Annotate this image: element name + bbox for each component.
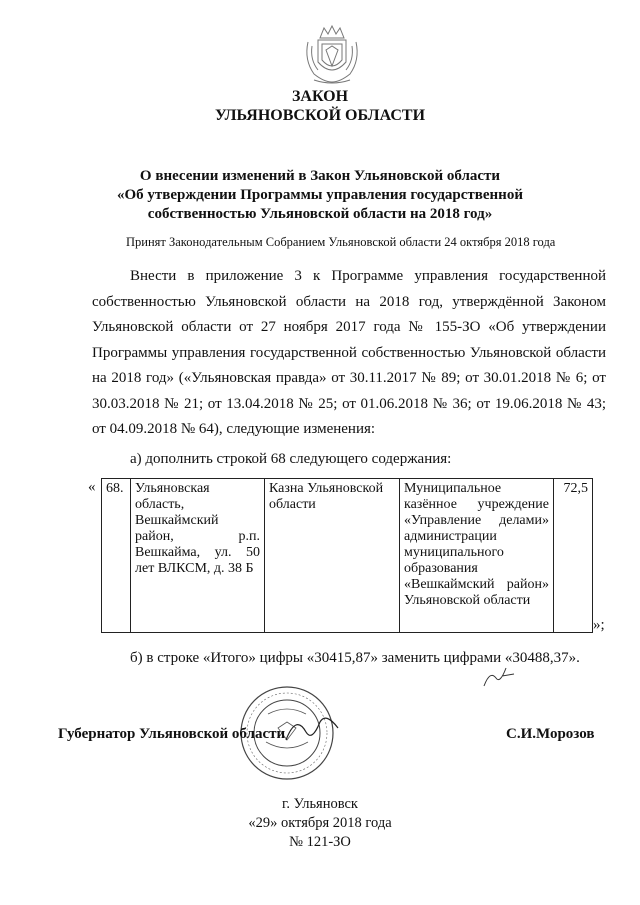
adoption-note: Принят Законодательным Собранием Ульяновской области 24 октября 2018 года — [126, 235, 556, 249]
subject-line-2: «Об утверждении Программы управления государственной — [117, 187, 523, 203]
cell-number: 68. — [102, 479, 131, 633]
city: г. Ульяновск — [282, 796, 358, 812]
coat-of-arms-icon — [300, 20, 364, 86]
main-paragraph — [92, 264, 606, 443]
item-b: б) в строке «Итого» цифры «30415,87» заменить цифрами «30488,37». — [130, 650, 580, 666]
subject-line-1: О внесении изменений в Закон Ульяновской области — [139, 168, 501, 184]
close-quote: »; — [593, 617, 605, 633]
signature-icon — [282, 710, 342, 746]
law-label: ЗАКОН — [291, 88, 349, 105]
subject-line-3: собственностью Ульяновской области на 2018 год» — [147, 206, 493, 222]
law-number: № 121-ЗО — [289, 834, 351, 850]
item-a: а) дополнить строкой 68 следующего содержания: — [130, 451, 452, 467]
cell-location: Ульяновская область, Вешкаймский район, р.п. Вешкайма, ул. 50 лет ВЛКСМ, д. 38 Б — [131, 479, 265, 633]
governor-title: Губернатор Ульяновской области — [58, 726, 286, 742]
cell-owner: Казна Ульяновской области — [265, 479, 400, 633]
amendment-table — [101, 478, 593, 633]
cell-recipient: Муниципальное казённое учреждение «Управление делами» администрации муниципального образования «Вешкаймский район» Ульяновской области — [400, 479, 554, 633]
region-title: УЛЬЯНОВСКОЙ ОБЛАСТИ — [214, 107, 426, 124]
governor-name: С.И.Морозов — [506, 726, 595, 742]
paragraph-text: Внести в приложение 3 к Программе управления государственной собственностью Ульяновской области на 2018 год, утверждённой Законом Ульяновской области от 27 ноября 2017 года № 155-ЗО «Об утверждении Программы управления государственной собственностью Ульяновской области на 2018 год» («Ульяновская правда» от 30.11.2017 № 89; от 30.01.2018 № 6; от 30.03.2018 № 21; от 13.04.2018 № 25; от 01.06.2018 № 36; от 19.06.2018 № 43; от 04.09.2018 № 64), следующие изменения: — [92, 268, 606, 437]
initials-mark-icon — [480, 664, 520, 690]
table-row — [102, 479, 593, 633]
date: «29» октября 2018 года — [248, 815, 392, 831]
open-quote: « — [88, 479, 96, 495]
cell-value: 72,5 — [554, 479, 593, 633]
